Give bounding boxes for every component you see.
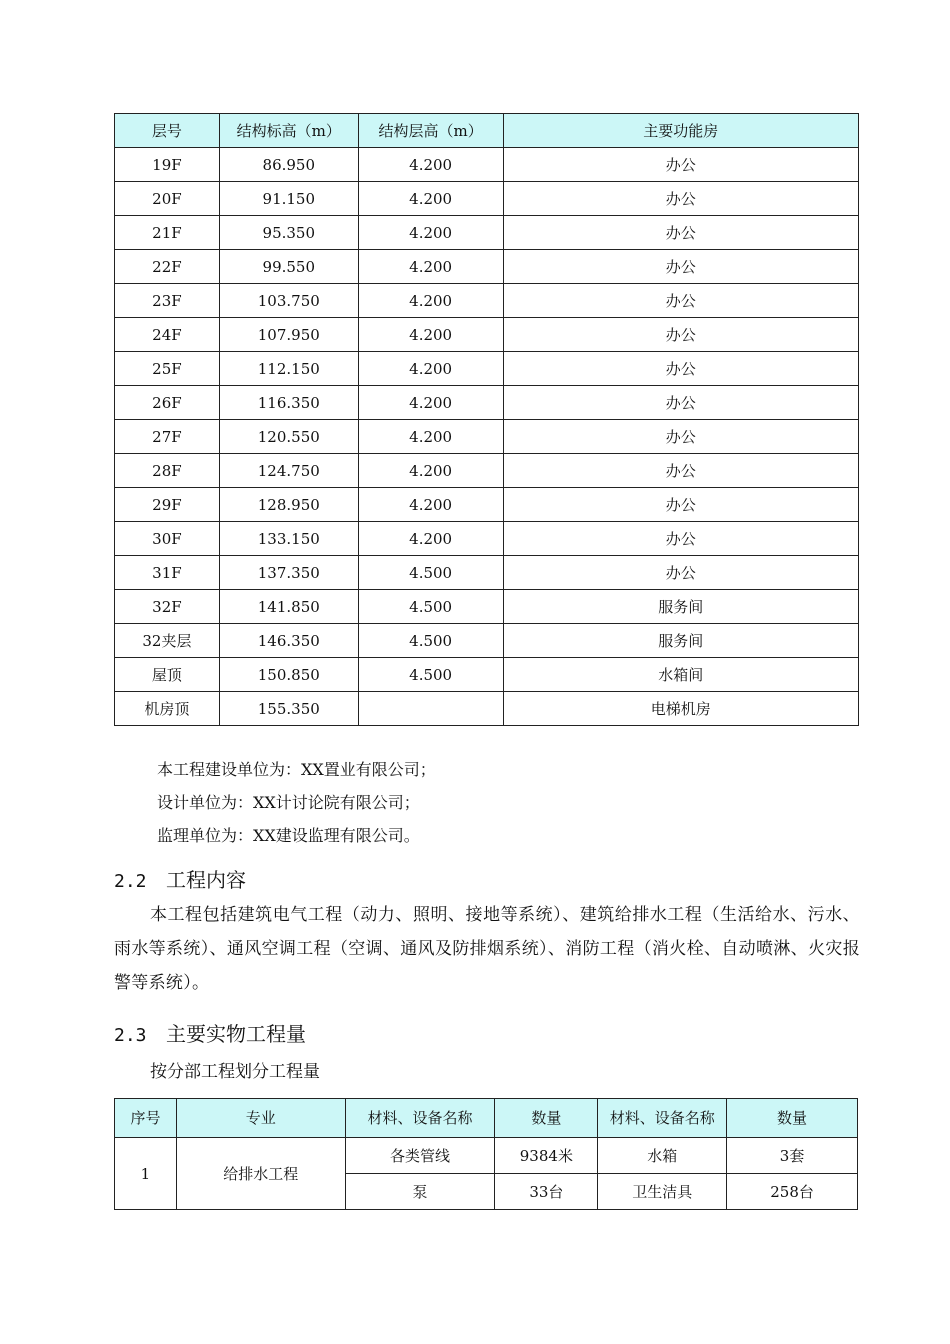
construction-unit-line: 本工程建设单位为：XX置业有限公司； (157, 760, 436, 779)
function-cell: 办公 (503, 454, 858, 488)
table-row (115, 658, 859, 692)
elevation-cell: 120.550 (219, 420, 358, 454)
table-row (115, 1138, 858, 1174)
table-cell: 9384米 (495, 1138, 598, 1174)
table-row (115, 454, 859, 488)
header-index: 序号 (115, 1099, 177, 1138)
floor-height-cell: 4.200 (358, 420, 503, 454)
table-row (115, 522, 859, 556)
header-material-name-2: 材料、设备名称 (598, 1099, 727, 1138)
table-row (115, 284, 859, 318)
floor-cell: 机房顶 (115, 692, 220, 726)
table-row (115, 624, 859, 658)
section-2-3-heading (114, 1018, 306, 1047)
function-cell: 办公 (503, 250, 858, 284)
floor-height-cell: 4.200 (358, 454, 503, 488)
floor-cell: 30F (115, 522, 220, 556)
table-cell: 33台 (495, 1174, 598, 1210)
elevation-cell: 86.950 (219, 148, 358, 182)
section-number: 2.2 (114, 871, 147, 892)
floor-height-cell: 4.500 (358, 590, 503, 624)
floor-height-cell (358, 692, 503, 726)
table-cell: 各类管线 (345, 1138, 495, 1174)
floor-height-cell: 4.200 (358, 216, 503, 250)
floor-cell: 27F (115, 420, 220, 454)
table-row (115, 182, 859, 216)
floor-height-cell: 4.500 (358, 624, 503, 658)
table-row (115, 216, 859, 250)
header-main-function: 主要功能房 (503, 114, 858, 148)
function-cell: 水箱间 (503, 658, 858, 692)
function-cell: 电梯机房 (503, 692, 858, 726)
header-material-name: 材料、设备名称 (345, 1099, 495, 1138)
function-cell: 办公 (503, 216, 858, 250)
floor-height-cell: 4.200 (358, 284, 503, 318)
section-2-3-subtitle: 按分部工程划分工程量 (150, 1062, 320, 1082)
function-cell: 办公 (503, 284, 858, 318)
table-row (115, 250, 859, 284)
header-discipline: 专业 (176, 1099, 345, 1138)
table-row (115, 352, 859, 386)
function-cell: 办公 (503, 522, 858, 556)
floor-cell: 22F (115, 250, 220, 284)
design-unit-line: 设计单位为：XX计讨论院有限公司； (157, 793, 420, 812)
floor-height-cell: 4.200 (358, 488, 503, 522)
function-cell: 服务间 (503, 590, 858, 624)
function-cell: 办公 (503, 556, 858, 590)
header-floor: 层号 (115, 114, 220, 148)
floor-table-header-row (115, 114, 859, 148)
section-number: 2.3 (114, 1025, 147, 1046)
floor-height-cell: 4.200 (358, 386, 503, 420)
elevation-cell: 128.950 (219, 488, 358, 522)
floor-cell: 31F (115, 556, 220, 590)
floor-cell: 32夹层 (115, 624, 220, 658)
table-row (115, 556, 859, 590)
function-cell: 办公 (503, 386, 858, 420)
header-structural-elevation: 结构标高（m） (219, 114, 358, 148)
floor-cell: 屋顶 (115, 658, 220, 692)
table-cell: 卫生洁具 (598, 1174, 727, 1210)
floor-cell: 20F (115, 182, 220, 216)
table-row (115, 692, 859, 726)
supervision-unit-line: 监理单位为：XX建设监理有限公司。 (157, 826, 420, 845)
elevation-cell: 103.750 (219, 284, 358, 318)
function-cell: 办公 (503, 488, 858, 522)
table-row (115, 148, 859, 182)
header-floor-height: 结构层高（m） (358, 114, 503, 148)
floor-height-cell: 4.200 (358, 182, 503, 216)
table-row (115, 420, 859, 454)
function-cell: 办公 (503, 182, 858, 216)
floor-cell: 21F (115, 216, 220, 250)
function-cell: 服务间 (503, 624, 858, 658)
table-cell: 水箱 (598, 1138, 727, 1174)
elevation-cell: 112.150 (219, 352, 358, 386)
elevation-cell: 95.350 (219, 216, 358, 250)
floor-elevation-table (114, 113, 859, 726)
floor-cell: 26F (115, 386, 220, 420)
quantity-table (114, 1098, 858, 1210)
elevation-cell: 146.350 (219, 624, 358, 658)
section-title: 主要实物工程量 (166, 1022, 306, 1046)
elevation-cell: 137.350 (219, 556, 358, 590)
floor-cell: 25F (115, 352, 220, 386)
floor-cell: 19F (115, 148, 220, 182)
header-quantity: 数量 (495, 1099, 598, 1138)
elevation-cell: 150.850 (219, 658, 358, 692)
floor-cell: 28F (115, 454, 220, 488)
floor-height-cell: 4.200 (358, 522, 503, 556)
table-cell: 3套 (727, 1138, 858, 1174)
table-cell: 258台 (727, 1174, 858, 1210)
function-cell: 办公 (503, 420, 858, 454)
header-quantity-2: 数量 (727, 1099, 858, 1138)
floor-height-cell: 4.200 (358, 318, 503, 352)
floor-cell: 24F (115, 318, 220, 352)
section-2-2-heading (114, 864, 246, 893)
elevation-cell: 155.350 (219, 692, 358, 726)
table-cell: 泵 (345, 1174, 495, 1210)
function-cell: 办公 (503, 318, 858, 352)
elevation-cell: 107.950 (219, 318, 358, 352)
section-2-2-body: 本工程包括建筑电气工程（动力、照明、接地等系统）、建筑给排水工程（生活给水、污水、雨水等系统）、通风空调工程（空调、通风及防排烟系统）、消防工程（消火栓、自动喷淋、火灾报警等系统）。 (114, 905, 860, 993)
function-cell: 办公 (503, 352, 858, 386)
floor-cell: 32F (115, 590, 220, 624)
floor-cell: 23F (115, 284, 220, 318)
floor-height-cell: 4.200 (358, 148, 503, 182)
group-discipline-cell: 给排水工程 (176, 1138, 345, 1210)
section-title: 工程内容 (166, 868, 246, 892)
floor-height-cell: 4.500 (358, 658, 503, 692)
floor-cell: 29F (115, 488, 220, 522)
elevation-cell: 124.750 (219, 454, 358, 488)
elevation-cell: 133.150 (219, 522, 358, 556)
table-row (115, 386, 859, 420)
table-row (115, 488, 859, 522)
table-row (115, 318, 859, 352)
elevation-cell: 116.350 (219, 386, 358, 420)
table-row (115, 590, 859, 624)
elevation-cell: 141.850 (219, 590, 358, 624)
elevation-cell: 99.550 (219, 250, 358, 284)
function-cell: 办公 (503, 148, 858, 182)
floor-height-cell: 4.200 (358, 352, 503, 386)
floor-height-cell: 4.200 (358, 250, 503, 284)
elevation-cell: 91.150 (219, 182, 358, 216)
group-index-cell: 1 (115, 1138, 177, 1210)
floor-height-cell: 4.500 (358, 556, 503, 590)
quantity-table-header-row (115, 1099, 858, 1138)
